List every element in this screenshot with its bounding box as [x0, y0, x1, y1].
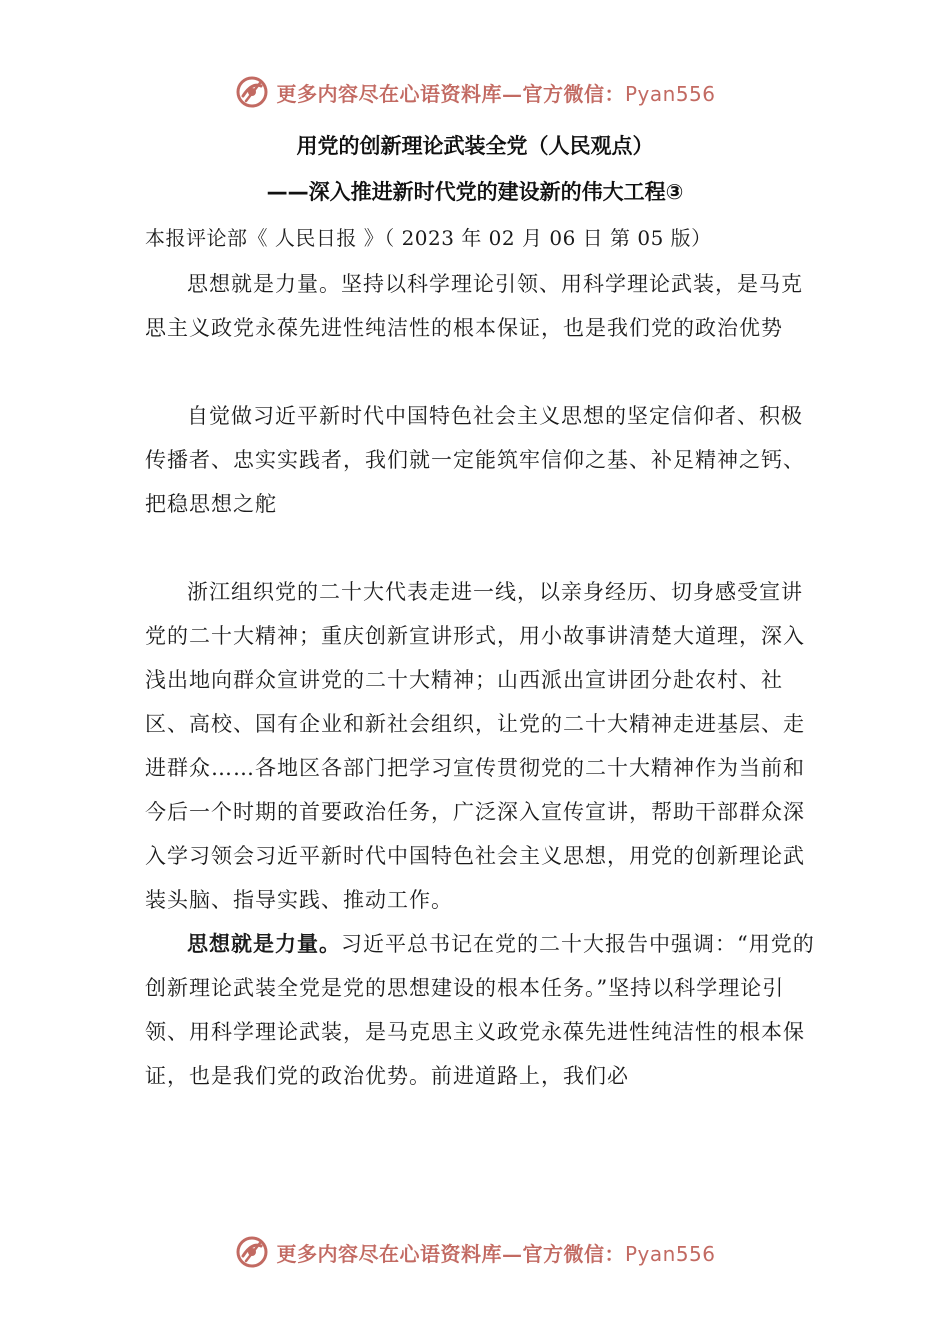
article-subtitle: ——深入推进新时代党的建设新的伟大工程③ [266, 180, 684, 204]
article-title: 用党的创新理论武装全党（人民观点） [296, 134, 654, 158]
summary-paragraph-2: 自觉做习近平新时代中国特色社会主义思想的坚定信仰者、积极传播者、忠实实践者，我们就一定能筑牢信仰之基、补足精神之钙、把稳思想之舵 [145, 404, 805, 516]
seal-logo-icon [234, 1234, 270, 1270]
body-paragraph-1: 浙江组织党的二十大代表走进一线，以亲身经历、切身感受宣讲党的二十大精神；重庆创新宣讲形式，用小故事讲清楚大道理，深入浅出地向群众宣讲党的二十大精神；山西派出宣讲团分赴农村、社区、高校、国有企业和新社会组织，让党的二十大精神走进基层、走进群众……各地区各部门把学习宣传贯彻党的二十大精神作为当前和今后一个时期的首要政治任务，广泛深入宣传宣讲，帮助干部群众深入学习领会习近平新时代中国特色社会主义思想，用党的创新理论武装头脑、指导实践、推动工作。 [145, 580, 805, 912]
summary-paragraph-1: 思想就是力量。坚持以科学理论引领、用科学理论武装，是马克思主义政党永葆先进性纯洁性的根本保证，也是我们党的政治优势 [145, 272, 803, 340]
body-paragraph-2-lead: 思想就是力量。 [187, 931, 341, 956]
body-paragraph-2-text: 习近平总书记在党的二十大报告中强调：“用党的创新理论武装全党是党的思想建设的根本任务。”坚持以科学理论引领、用科学理论武装，是马克思主义政党永葆先进性纯洁性的根本保证，也是我们党的政治优势。前进道路上，我们必 [145, 932, 815, 1088]
banner-wechat-id: Pyan556 [624, 1241, 716, 1266]
body-paragraph-2 [145, 922, 815, 1098]
banner-wechat-id: Pyan556 [624, 81, 716, 106]
seal-logo-icon [234, 74, 270, 110]
article-source: 本报评论部《 人民日报 》（ 2023 年 02 月 06 日 第 05 版） [145, 226, 712, 250]
banner-text: 更多内容尽在心语资料库—官方微信：Pyan556 [276, 1241, 716, 1266]
banner-text: 更多内容尽在心语资料库—官方微信：Pyan556 [276, 81, 716, 106]
header-banner [0, 70, 950, 114]
footer-banner [0, 1230, 950, 1274]
